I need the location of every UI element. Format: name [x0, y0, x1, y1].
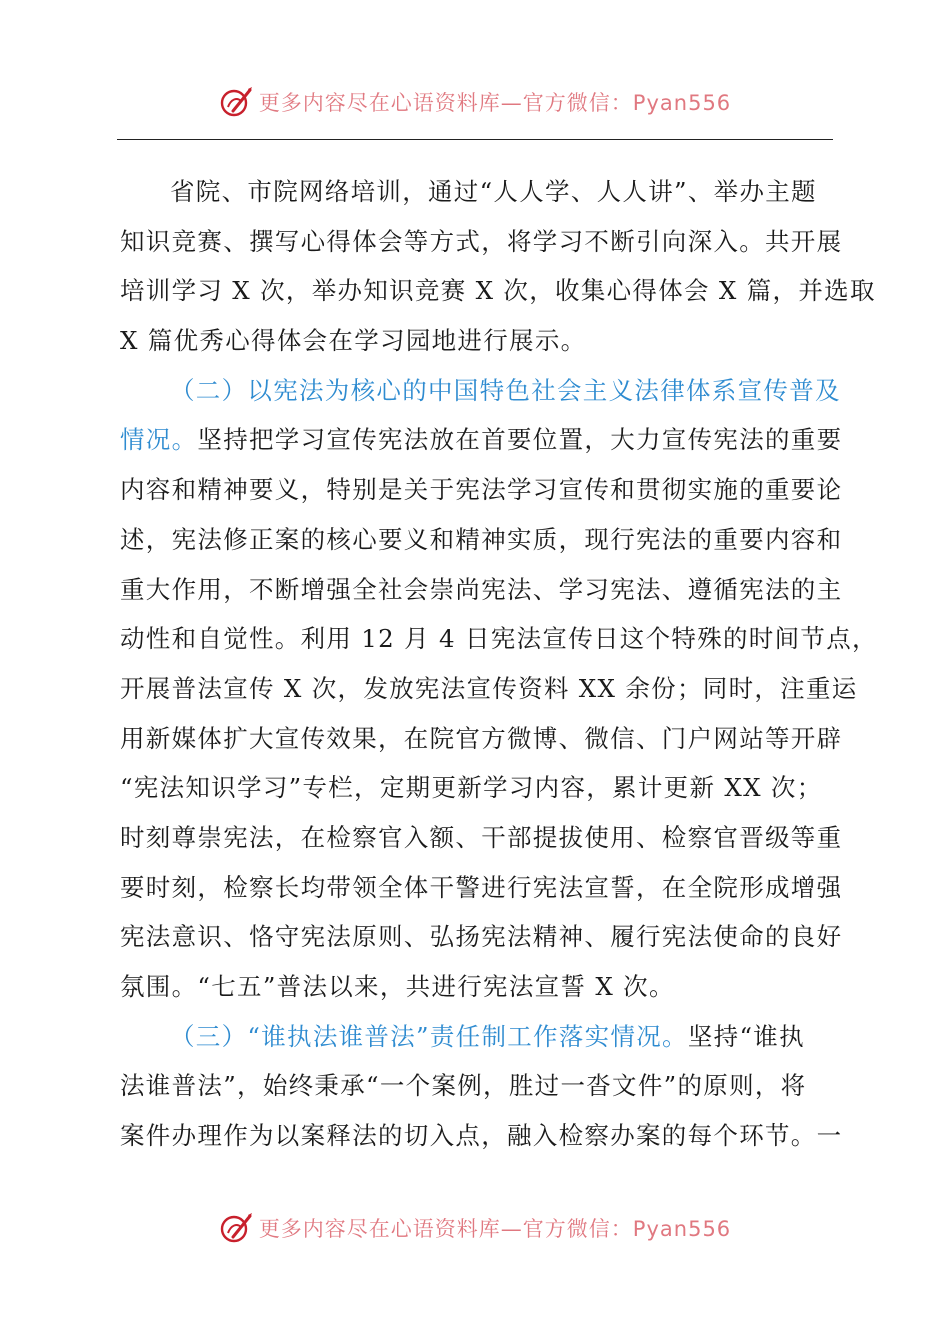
- text-line: 法谁普法”，始终秉承“一个案例，胜过一沓文件”的原则，将: [120, 1071, 807, 1101]
- text-line: X 篇优秀心得体会在学习园地进行展示。: [120, 326, 587, 356]
- text-span: 坚持“谁执: [687, 1021, 805, 1051]
- footer-banner: [0, 1208, 950, 1248]
- header-banner: [0, 82, 950, 122]
- text-line: 宪法意识、恪守宪法原则、弘扬宪法精神、履行宪法使命的良好: [120, 922, 843, 952]
- section-heading: （二）以宪法为核心的中国特色社会主义法律体系宣传普及: [170, 375, 841, 405]
- text-line: 内容和精神要义，特别是关于宪法学习宣传和贯彻实施的重要论: [120, 475, 843, 505]
- document-body: [120, 167, 878, 1161]
- section-heading: （三）“谁执法谁普法”责任制工作落实情况。: [170, 1021, 688, 1051]
- pen-seal-icon: [219, 1211, 253, 1245]
- text-line: 知识竞赛、撰写心得体会等方式，将学习不断引向深入。共开展: [120, 226, 843, 256]
- text-line: 要时刻，检察长均带领全体干警进行宪法宣誓，在全院形成增强: [120, 872, 843, 902]
- footer-banner-text: 更多内容尽在心语资料库—官方微信：Pyan556: [258, 1217, 732, 1241]
- text-line: 述，宪法修正案的核心要义和精神实质，现行宪法的重要内容和: [120, 524, 843, 554]
- text-line: 时刻尊崇宪法，在检察官入额、干部提拔使用、检察官晋级等重: [120, 822, 843, 852]
- text-line: 氛围。“七五”普法以来，共进行宪法宣誓 X 次。: [120, 972, 675, 1001]
- text-line: 用新媒体扩大宣传效果，在院官方微博、微信、门户网站等开辟: [120, 723, 843, 753]
- text-line: 重大作用，不断增强全社会崇尚宪法、学习宪法、遵循宪法的主: [120, 574, 843, 604]
- text-line: [120, 1012, 832, 1062]
- text-span: 坚持把学习宣传宪法放在首要位置，大力宣传宪法的重要: [197, 425, 843, 455]
- text-line: 开展普法宣传 X 次，发放宪法宣传资料 XX 余份；同时，注重运: [120, 673, 858, 703]
- pen-seal-icon: [219, 85, 253, 119]
- text-line: 动性和自觉性。利用 12 月 4 日宪法宣传日这个特殊的时间节点，: [120, 624, 878, 654]
- text-line: [120, 415, 843, 465]
- header-banner-text: 更多内容尽在心语资料库—官方微信：Pyan556: [258, 91, 732, 115]
- header-divider: [117, 139, 833, 140]
- text-line: 省院、市院网络培训，通过“人人学、人人讲”、举办主题: [170, 177, 817, 206]
- text-line: 案件办理作为以案释法的切入点，融入检察办案的每个环节。一: [120, 1121, 843, 1151]
- text-line: “宪法知识学习”专栏，定期更新学习内容，累计更新 XX 次；: [120, 773, 823, 803]
- section-heading-end: 情况。: [120, 425, 198, 455]
- text-line: 培训学习 X 次，举办知识竞赛 X 次，收集心得体会 X 篇，并选取: [120, 276, 876, 306]
